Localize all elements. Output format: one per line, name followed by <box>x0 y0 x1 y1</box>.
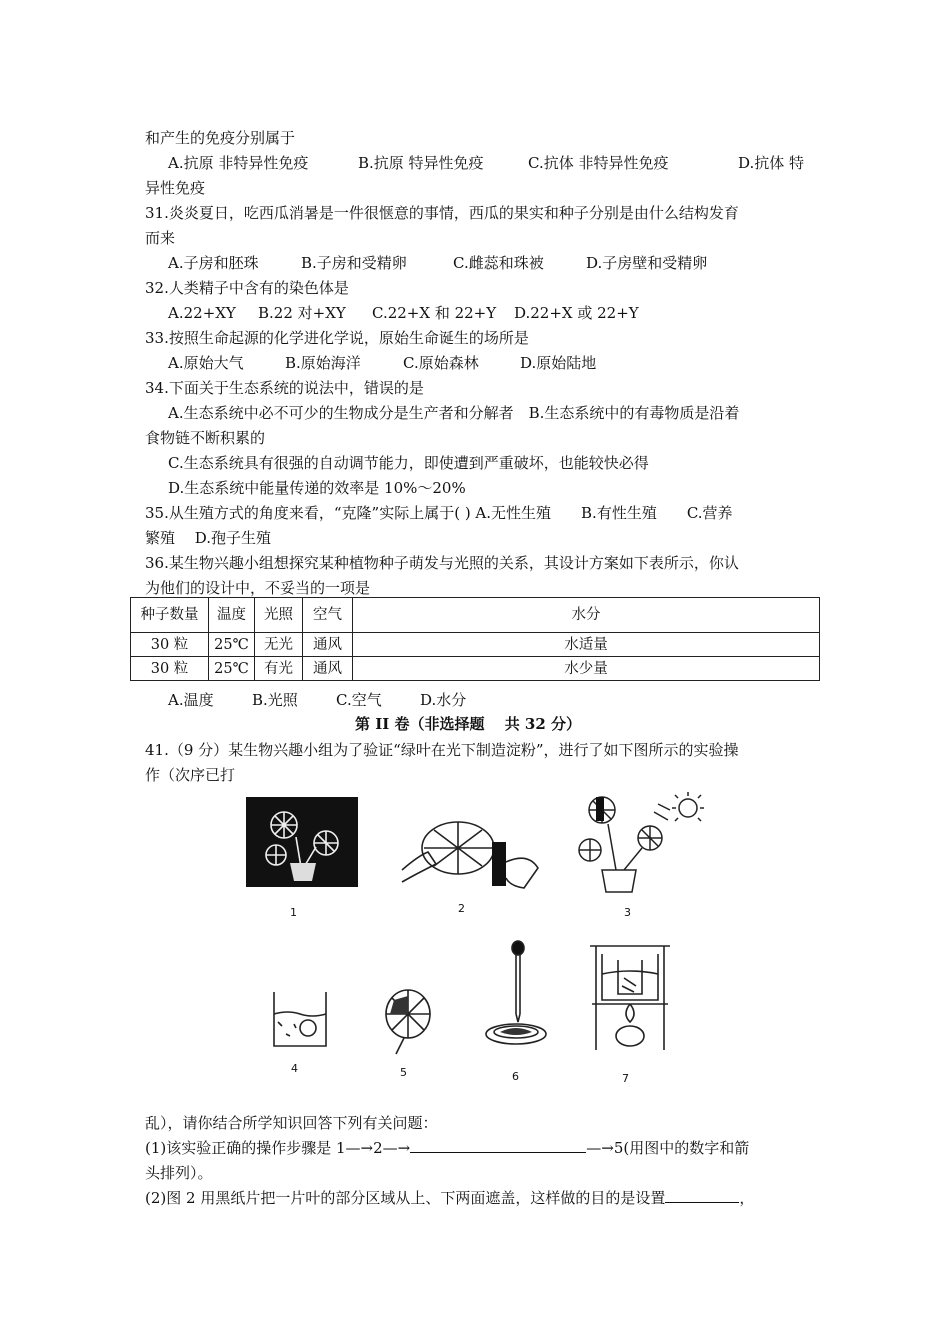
table-row <box>131 657 820 681</box>
table-cell: 有光 <box>255 657 303 681</box>
q32-option-b: B.22 对+XY <box>258 304 346 322</box>
q41-part1-post: —→5(用图中的数字和箭 <box>586 1139 750 1157</box>
q36-option-b: B.光照 <box>252 691 298 709</box>
q36-stem-wrap: 为他们的设计中，不妥当的一项是 <box>145 579 371 597</box>
q41-stem-wrap: 作（次序已打 <box>145 766 236 784</box>
figure-label: 2 <box>458 902 465 915</box>
q33-options <box>168 353 596 373</box>
figure-label: 7 <box>622 1072 629 1085</box>
q31-option-b: B.子房和受精卵 <box>301 254 407 272</box>
q41-part1-pre: (1)该实验正确的操作步骤是 1—→2—→ <box>145 1139 411 1157</box>
q31-option-c: C.雌蕊和珠被 <box>453 254 544 272</box>
q30-option-d: D.抗体 特 <box>738 154 805 172</box>
table-header-cell: 空气 <box>303 598 353 633</box>
q34-stem: 34.下面关于生态系统的说法中，错误的是 <box>145 379 424 397</box>
table-cell: 25℃ <box>209 633 255 657</box>
table-header-cell: 水分 <box>353 598 820 633</box>
q41-after-figure: 乱），请你结合所学知识回答下列有关问题： <box>145 1114 438 1132</box>
figure-1-dark-box <box>246 797 358 887</box>
q34-option-a-b: A.生态系统中必不可少的生物成分是生产者和分解者 B.生态系统中的有毒物质是沿着 <box>168 404 740 422</box>
q36-option-d: D.水分 <box>420 691 467 709</box>
q36-options <box>168 690 466 710</box>
figure-3-plant-sun <box>572 790 712 898</box>
figure-label: 1 <box>290 906 297 919</box>
q41-part1 <box>145 1138 749 1158</box>
q36-table <box>130 597 820 681</box>
q41-part1-wrap: 头排列）。 <box>145 1164 213 1182</box>
q33-option-b: B.原始海洋 <box>285 354 361 372</box>
q35-line1: 35.从生殖方式的角度来看，“克隆”实际上属于( ) A.无性生殖 B.有性生殖 C.营养 <box>145 504 733 522</box>
q30-option-a: A.抗原 非特异性免疫 <box>168 154 309 172</box>
table-cell: 30 粒 <box>131 633 209 657</box>
figure-label: 5 <box>400 1066 407 1079</box>
table-cell: 30 粒 <box>131 657 209 681</box>
figure-6-dropper <box>480 940 552 1052</box>
q31-stem: 31.炎炎夏日，吃西瓜消暑是一件很惬意的事情，西瓜的果实和种子分别是由什么结构发育 <box>145 204 739 222</box>
section-title: 第 II 卷（非选择题 共 32 分） <box>355 715 582 733</box>
q30-wrap: 异性免疫 <box>145 179 206 197</box>
table-cell: 水适量 <box>353 633 820 657</box>
q36-option-a: A.温度 <box>168 691 214 709</box>
figure-label: 6 <box>512 1070 519 1083</box>
q33-option-d: D.原始陆地 <box>520 354 597 372</box>
figure-2-leaf-cover <box>398 812 546 898</box>
table-cell: 无光 <box>255 633 303 657</box>
q41-part2-pre: (2)图 2 用黑纸片把一片叶的部分区域从上、下两面遮盖，这样做的目的是设置 <box>145 1189 666 1207</box>
q32-option-c: C.22+X 和 22+Y <box>372 304 497 322</box>
answer-blank-2[interactable] <box>665 1188 739 1203</box>
figure-5-leaf <box>380 986 436 1056</box>
q30-tail: 和产生的免疫分别属于 <box>145 129 296 147</box>
q34-option-d: D.生态系统中能量传递的效率是 10%～20% <box>168 479 466 497</box>
q36-stem: 36.某生物兴趣小组想探究某种植物种子萌发与光照的关系，其设计方案如下表所示，你认 <box>145 554 739 572</box>
q41-part2-post: ， <box>739 1189 755 1207</box>
table-header-cell: 温度 <box>209 598 255 633</box>
q34-option-c: C.生态系统具有很强的自动调节能力，即使遭到严重破坏，也能较快必得 <box>168 454 649 472</box>
q31-stem-wrap: 而来 <box>145 229 176 247</box>
q30-option-c: C.抗体 非特异性免疫 <box>528 154 669 172</box>
q36-option-c: C.空气 <box>336 691 382 709</box>
table-header-cell: 光照 <box>255 598 303 633</box>
table-cell: 25℃ <box>209 657 255 681</box>
answer-blank-1[interactable] <box>410 1138 586 1153</box>
table-cell: 通风 <box>303 633 353 657</box>
table-header-row <box>131 598 820 633</box>
q30-options <box>168 153 804 173</box>
q41-part2 <box>145 1188 754 1208</box>
q32-option-a: A.22+XY <box>168 304 236 322</box>
q41-stem: 41.（9 分）某生物兴趣小组为了验证“绿叶在光下制造淀粉”，进行了如下图所示的实验操 <box>145 741 739 759</box>
q34-option-b-wrap: 食物链不断积累的 <box>145 429 266 447</box>
figure-7-water-bath <box>588 944 672 1056</box>
q31-option-d: D.子房壁和受精卵 <box>586 254 708 272</box>
q32-option-d: D.22+X 或 22+Y <box>514 304 639 322</box>
q35-line2: 繁殖 D.孢子生殖 <box>145 529 272 547</box>
figure-label: 3 <box>624 906 631 919</box>
figure-label: 4 <box>291 1062 298 1075</box>
q31-options <box>168 253 707 273</box>
table-cell: 通风 <box>303 657 353 681</box>
table-cell: 水少量 <box>353 657 820 681</box>
q33-option-a: A.原始大气 <box>168 354 244 372</box>
figure-4-beaker <box>268 988 332 1050</box>
q32-stem: 32.人类精子中含有的染色体是 <box>145 279 349 297</box>
q32-options <box>168 303 639 323</box>
q33-option-c: C.原始森林 <box>403 354 479 372</box>
table-header-cell: 种子数量 <box>131 598 209 633</box>
q31-option-a: A.子房和胚珠 <box>168 254 259 272</box>
table-row <box>131 633 820 657</box>
q30-option-b: B.抗原 特异性免疫 <box>358 154 484 172</box>
q33-stem: 33.按照生命起源的化学进化学说，原始生命诞生的场所是 <box>145 329 529 347</box>
